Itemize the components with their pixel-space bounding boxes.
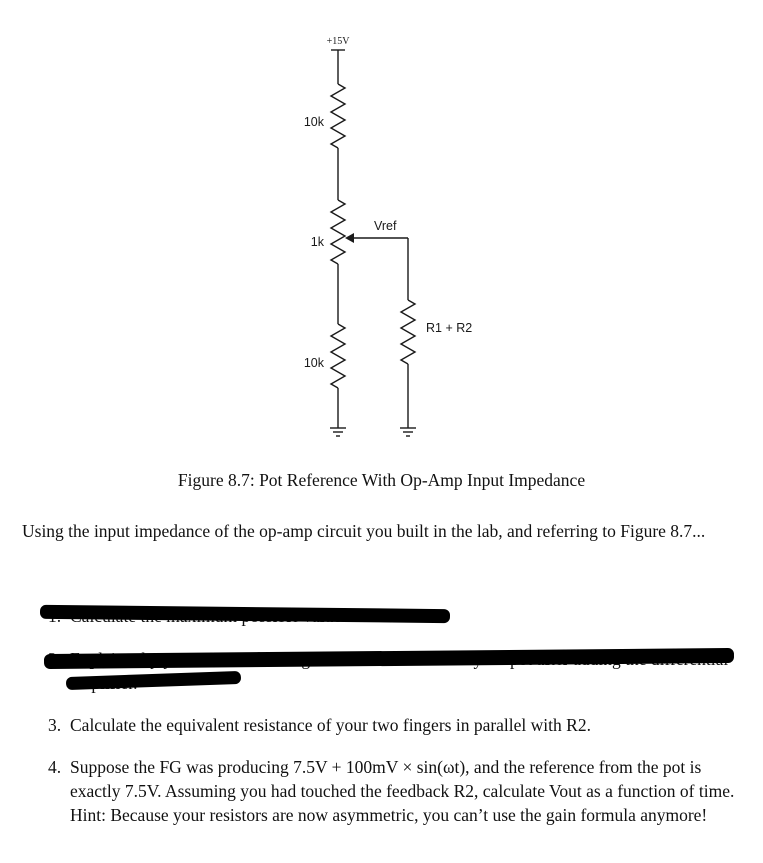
wiper-arrow [345, 233, 354, 243]
intro-paragraph: Using the input impedance of the op-amp circuit you built in the lab, and referring to Figure 8.7... [22, 521, 706, 541]
figure-caption: Figure 8.7: Pot Reference With Op-Amp Input Impedance [177, 470, 586, 490]
pot-label: 1k [310, 235, 324, 249]
resistor-top [331, 84, 345, 148]
resistor-bottom [331, 324, 345, 388]
supply-label: +15V [326, 36, 350, 47]
vref-label: Vref [374, 219, 397, 233]
potentiometer [331, 200, 345, 264]
ground-right [400, 428, 416, 436]
item-4-number: 4. [48, 757, 62, 777]
r-top-label: 10k [303, 115, 324, 129]
load-label: R1 + R2 [426, 321, 473, 335]
item-3-number: 3. [48, 715, 62, 735]
resistor-load [401, 300, 415, 364]
item-4-text: Suppose the FG was producing 7.5V + 100mV × sin(ωt), and the reference from the pot is exactly 7.5V. Assuming you had touched the feedback R2, calculate Vout as a function of time. Hint: Because your resistors are now asymmetric, you can’t use the gain formula anymore! [70, 757, 735, 825]
ground-left [330, 428, 346, 436]
r-bottom-label: 10k [303, 356, 324, 370]
item-3-text: Calculate the equivalent resistance of your two fingers in parallel with R2. [70, 715, 591, 735]
